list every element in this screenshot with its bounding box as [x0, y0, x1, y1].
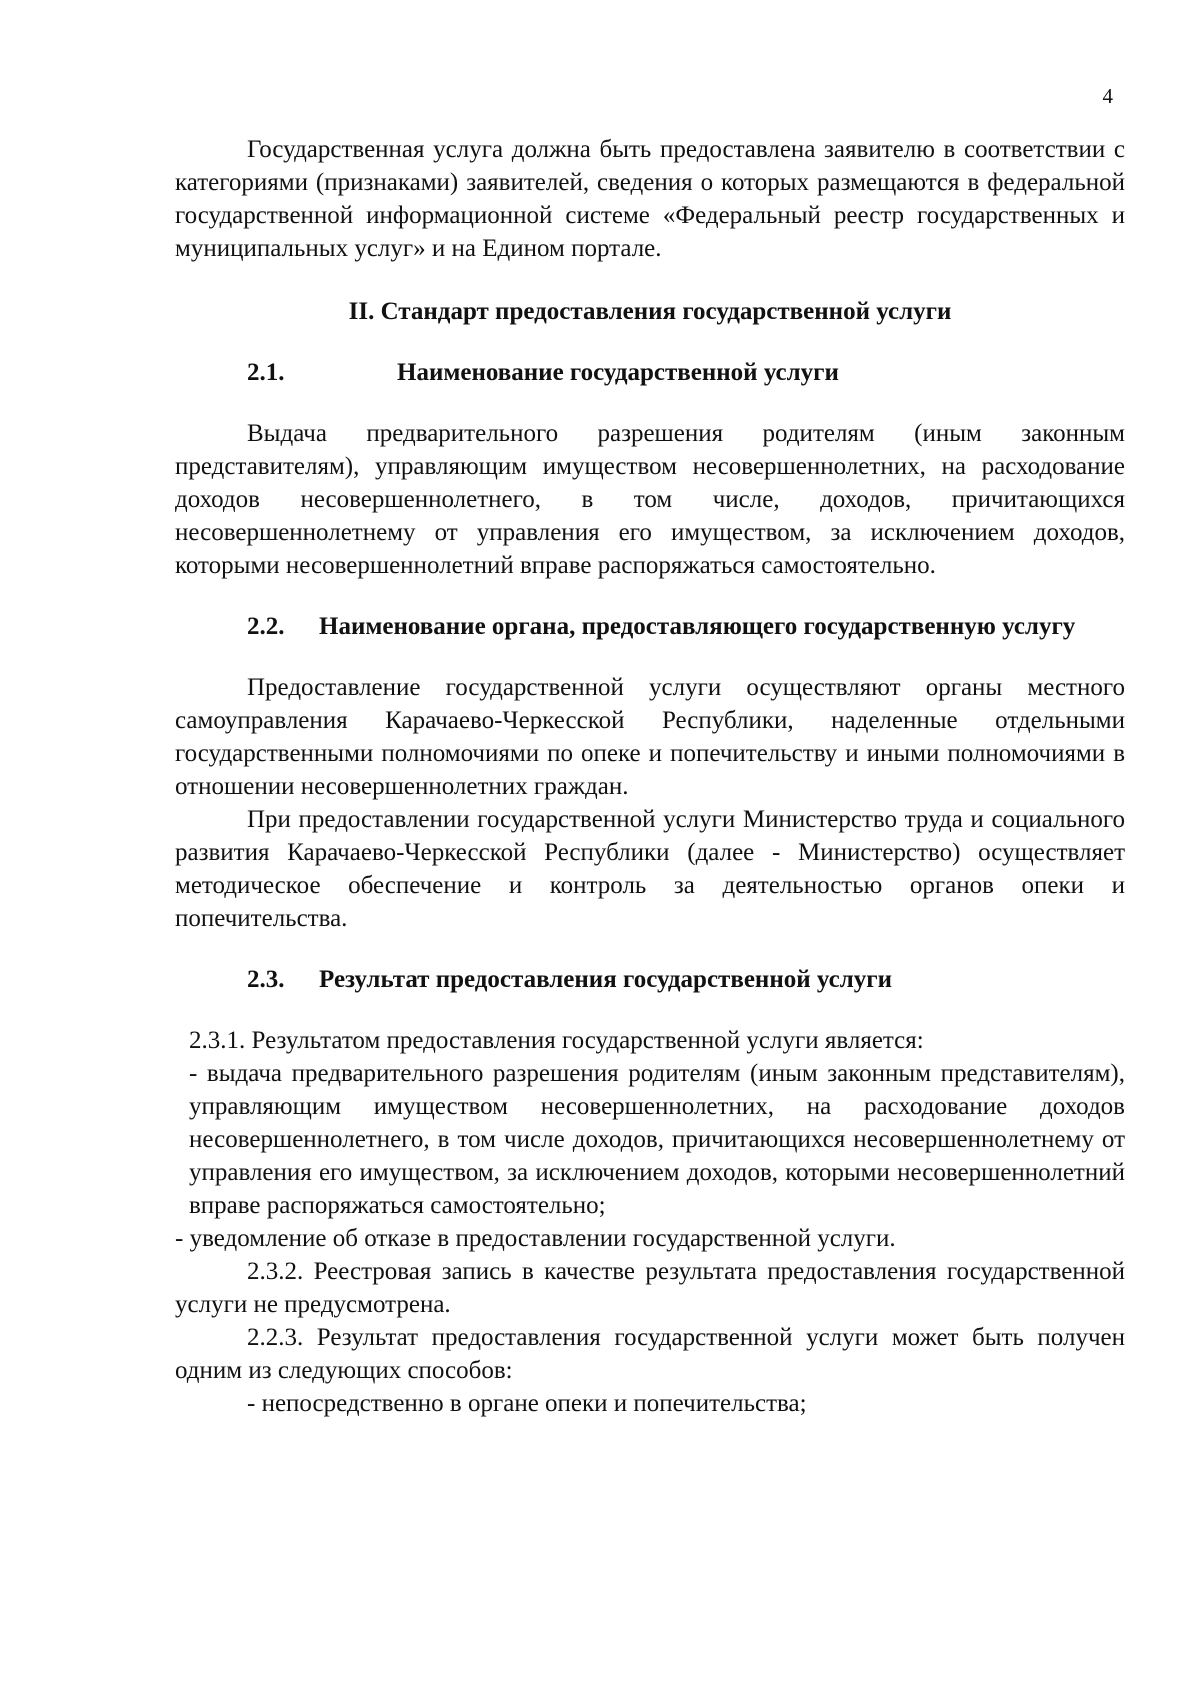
item-2-2-3: 2.2.3. Результат предоставления государственной услуги может быть получен одним из следующих способов:	[175, 1324, 1125, 1384]
result-item-refusal: - уведомление об отказе в предоставлении государственной услуги.	[175, 1225, 896, 1252]
subsection-2-2-heading	[175, 610, 1125, 643]
subsection-2-3-heading	[247, 963, 1125, 996]
authority-paragraph-1: Предоставление государственной услуги осуществляют органы местного самоуправления Карачаево-Черкесской Республики, наделенные отдельными государственными полномочиями по опеке и попечительству и иными полномочиями в отношении несовершеннолетних граждан.	[175, 674, 1125, 800]
subsection-2-1-number: 2.1.	[247, 359, 285, 386]
service-name-paragraph: Выдача предварительного разрешения родителям (иным законным представителям), управляющим имуществом несовершеннолетних, на расходование доходов несовершеннолетнего, в том числе, доходов, причитающихся несовершеннолетнему от управления его имуществом, за исключением доходов, которыми несовершеннолетний вправе распоряжаться самостоятельно.	[175, 420, 1125, 579]
subsection-2-2-number: 2.2.	[247, 613, 285, 640]
subsection-2-2-title: Наименование органа, предоставляющего государственную услугу	[319, 613, 1076, 640]
section-title: II. Стандарт предоставления государственной услуги	[348, 298, 952, 325]
item-2-3-2: 2.3.2. Реестровая запись в качестве результата предоставления государственной услуги не предусмотрена.	[175, 1258, 1125, 1318]
method-item-1: - непосредственно в органе опеки и попечительства;	[247, 1390, 807, 1417]
result-item-issue: - выдача предварительного разрешения родителям (иным законным представителям), управляющим имуществом несовершеннолетних, на расходование доходов несовершеннолетнего, в том числе доходов, причитающихся несовершеннолетнему от управления его имуществом, за исключением доходов, которыми несовершеннолетний вправе распоряжаться самостоятельно;	[189, 1060, 1125, 1219]
subsection-2-3-number: 2.3.	[247, 966, 285, 993]
result-list-block	[189, 1024, 1125, 1222]
subsection-2-3-title: Результат предоставления государственной услуги	[319, 966, 892, 993]
page-number: 4	[1102, 84, 1113, 108]
page-content	[175, 133, 1125, 1420]
authority-paragraph-2: При предоставлении государственной услуги Министерство труда и социального развития Карачаево-Черкесской Республики (далее - Министерство) осуществляет методическое обеспечение и контроль за деятельностью органов опеки и попечительства.	[175, 806, 1125, 932]
intro-paragraph: Государственная услуга должна быть предоставлена заявителю в соответствии с категориями (признаками) заявителей, сведения о которых размещаются в федеральной государственной информационной системе «Федеральный реестр государственных и муниципальных услуг» и на Едином портале.	[175, 136, 1125, 262]
item-2-3-1: 2.3.1. Результатом предоставления государственной услуги является:	[189, 1027, 924, 1054]
subsection-2-1-heading	[247, 356, 1125, 389]
subsection-2-1-title: Наименование государственной услуги	[397, 359, 839, 386]
